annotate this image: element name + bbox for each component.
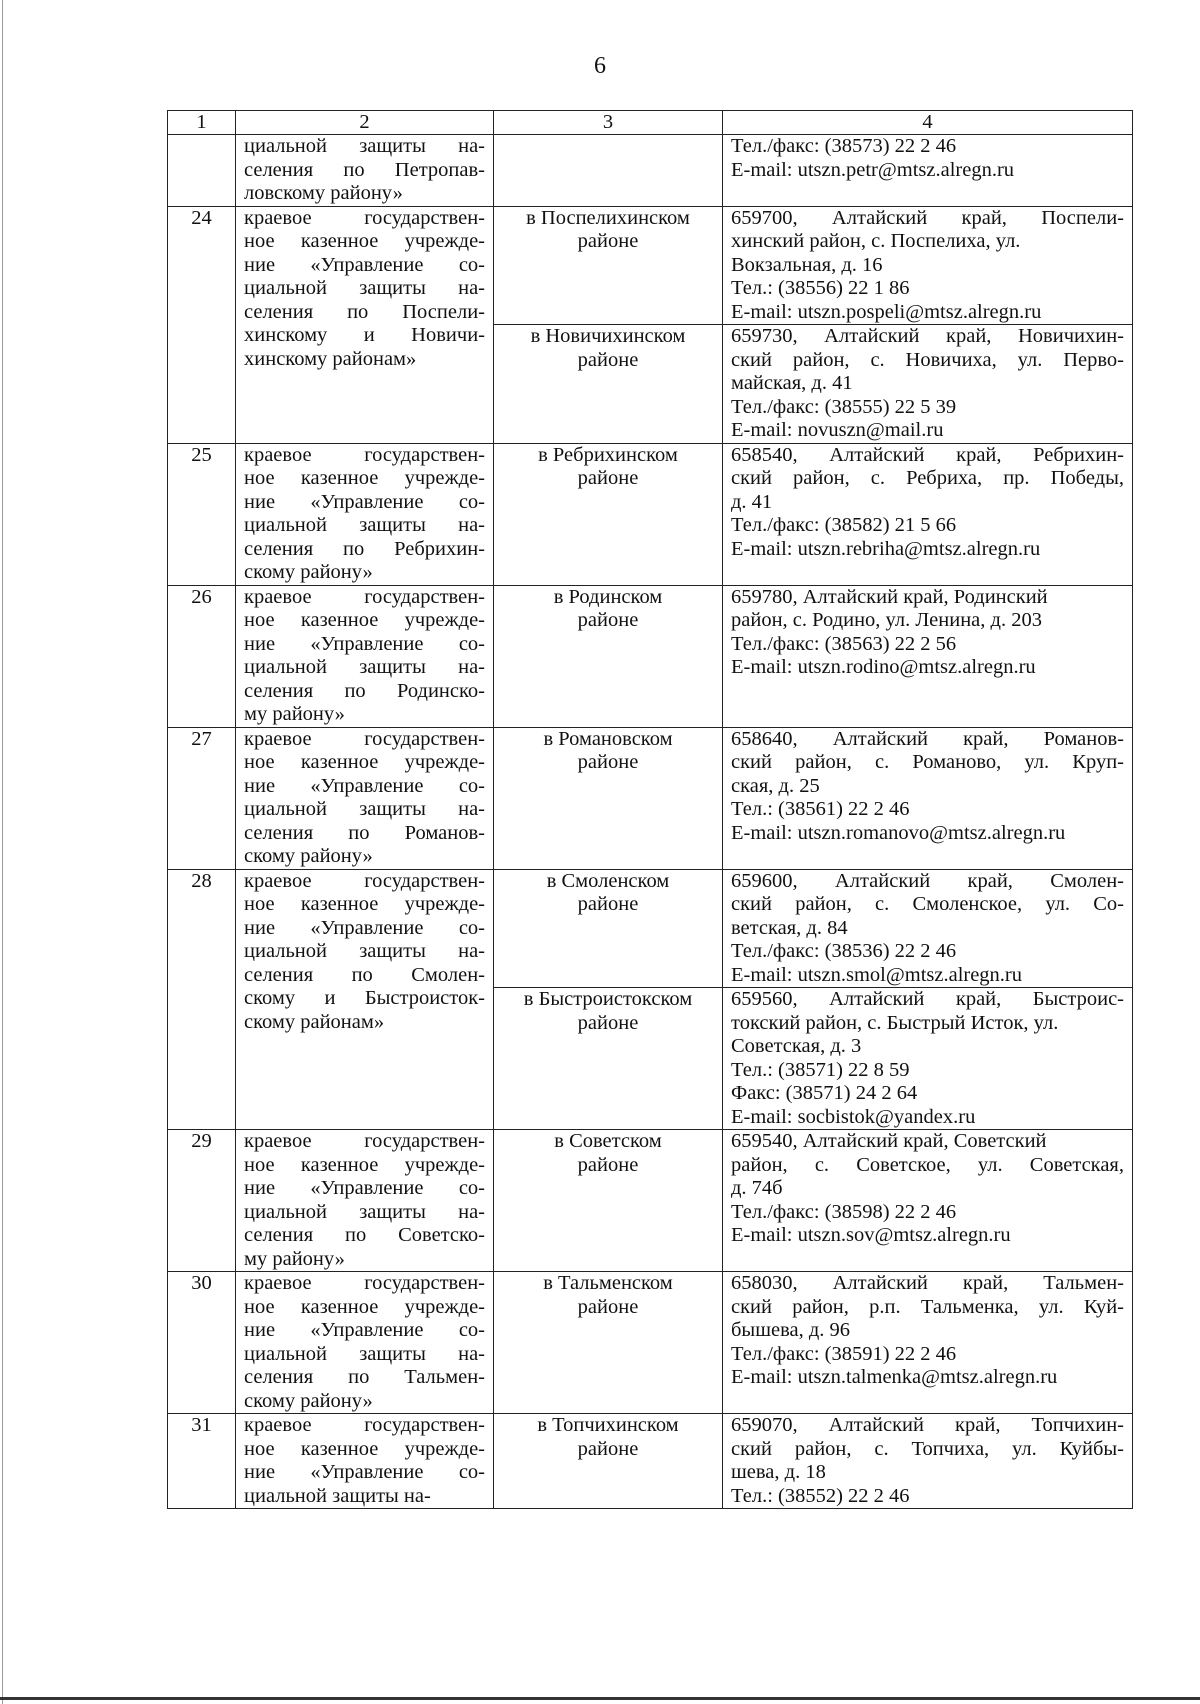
address-line: ский район, с. Смоленское, ул. Со- [731,893,1124,915]
address-line: район, с. Родино, ул. Ленина, д. 203 [731,609,1042,631]
institution-name-line: ное казенное учрежде- [244,1437,485,1460]
department-name-line [502,159,714,183]
institution-name-line: скому району» [244,1389,373,1412]
row-number: 25 [168,443,236,585]
institution-name-line: ние «Управление со- [244,632,485,655]
department-name-line: районе [577,348,639,371]
row-number: 30 [168,1272,236,1414]
address-line: 659780, Алтайский край, Родинский [731,585,1048,608]
institution-name-line: хинскому и Новичи- [244,324,485,346]
table-row [168,727,1133,869]
institution-name-line: циальной защиты на- [244,1484,431,1507]
table-body [168,135,1133,1509]
email-line: E-mail: novuszn@mail.ru [731,419,944,441]
institution-name-line: циальной защиты на- [244,940,485,962]
institution-name-line: ние «Управление со- [244,1177,485,1199]
institution-name-line: ное казенное учрежде- [244,609,485,631]
department-name-line: в Быстроистокском [523,988,693,1010]
department-name-line: в Тальменском [543,1272,673,1294]
institution-name-line: ное казенное учрежде- [244,230,485,252]
department-name [494,1130,723,1272]
institution-name [236,206,494,443]
row-number: 29 [168,1130,236,1272]
institution-name [236,727,494,869]
institution-name-line: ное казенное учрежде- [244,893,485,915]
address-line: район, с. Советское, ул. Советская, [731,1153,1124,1176]
institution-name-line: скому району» [244,845,373,867]
table-row [168,1414,1133,1509]
address-line: 659600, Алтайский край, Смолен- [731,869,1124,892]
department-name-line: в Романовском [543,727,673,750]
department-name-line: районе [577,1011,639,1034]
department-name [494,585,723,727]
address-line: д. 41 [731,490,773,513]
institution-name-line: му району» [244,1247,345,1270]
address-line: Советская, д. 3 [731,1035,862,1057]
phone-line: Тел.: (38556) 22 1 86 [731,277,910,299]
column-header-1: 1 [168,111,236,135]
phone-line: Тел.: (38571) 22 8 59 [731,1058,910,1081]
institution-name-line: ние «Управление со- [244,916,485,939]
institution-name [236,443,494,585]
scan-edge-line [2,0,3,1704]
table-row [168,1272,1133,1414]
institution-name-line: краевое государствен- [244,585,485,608]
institution-name [236,585,494,727]
phone-line: Тел./факс: (38598) 22 2 46 [731,1200,957,1223]
phone-line: Тел.: (38561) 22 2 46 [731,798,910,820]
address-line: Вокзальная, д. 16 [731,253,883,276]
column-number-row [168,111,1133,135]
scan-bottom-edge [0,1697,1200,1700]
department-name [494,727,723,869]
department-name-line: районе [577,467,639,489]
department-name-line: районе [577,893,639,915]
institution-name-line: циальной защиты на- [244,135,485,157]
institutions-table [167,110,1133,1509]
address-line: хинский район, с. Поспелиха, ул. [731,230,1021,252]
institution-name [236,869,494,1130]
email-line: E-mail: utszn.romanovo@mtsz.alregn.ru [731,821,1066,844]
institution-name-line: скому и Быстроисток- [244,987,485,1009]
institution-name-line: му району» [244,703,345,725]
institution-name-line: краевое государствен- [244,869,485,892]
contact-details [723,727,1133,869]
address-line: ский район, р.п. Тальменка, ул. Куй- [731,1295,1124,1318]
institution-name-line: селения по Смолен- [244,963,485,986]
institution-name-line: ние «Управление со- [244,1461,485,1483]
contact-details [723,1272,1133,1414]
institution-name-line: циальной защиты на- [244,1200,485,1223]
contact-details [723,585,1133,727]
department-name-line: районе [577,1295,639,1318]
address-line: 658540, Алтайский край, Ребрихин- [731,443,1124,466]
address-line: ская, д. 25 [731,774,820,797]
email-line: E-mail: utszn.sov@mtsz.alregn.ru [731,1224,1011,1246]
phone-line: Тел.: (38552) 22 2 46 [731,1484,910,1507]
contact-details [723,1130,1133,1272]
address-line: ветская, д. 84 [731,916,848,939]
institution-name-line: селения по Родинско- [244,679,485,702]
institution-name-line: скому району» [244,561,373,583]
phone-line: Тел./факс: (38536) 22 2 46 [731,940,957,962]
phone-line: Тел./факс: (38582) 21 5 66 [731,514,957,536]
institution-name-line: селения по Романов- [244,821,485,844]
institution-name-line: ное казенное учрежде- [244,1295,485,1318]
department-name-line: районе [577,1153,639,1176]
institution-name-line: ное казенное учрежде- [244,467,485,489]
institution-name-line: селения по Ребрихин- [244,537,485,560]
department-name-line: в Поспелихинском [526,206,690,229]
department-name [494,1272,723,1414]
phone-line: Тел./факс: (38555) 22 5 39 [731,395,957,418]
column-header-4: 4 [723,111,1133,135]
department-name-line: районе [577,751,639,773]
institution-name-line: циальной защиты на- [244,798,485,820]
institution-name-line: ние «Управление со- [244,253,485,276]
department-name-line: в Топчихинском [537,1414,679,1436]
institution-name-line: ние «Управление со- [244,490,485,513]
institution-name-line: циальной защиты на- [244,656,485,678]
contact-details [723,988,1133,1130]
institution-name-line: ное казенное учрежде- [244,1153,485,1176]
department-name [494,325,723,444]
institution-name-line: краевое государствен- [244,1414,485,1436]
department-name-line: в Новичихинском [530,325,686,347]
column-header-3: 3 [494,111,723,135]
address-line: бышева, д. 96 [731,1319,851,1341]
institution-name-line: краевое государствен- [244,206,485,229]
email-line: E-mail: utszn.pospeli@mtsz.alregn.ru [731,300,1042,323]
institution-name-line: скому районам» [244,1010,385,1033]
department-name-line: в Смоленском [546,869,670,892]
address-line: шева, д. 18 [731,1461,826,1483]
department-name [494,206,723,325]
email-line: E-mail: utszn.petr@mtsz.alregn.ru [731,158,1015,181]
department-name-line: районе [577,1437,639,1460]
address-line: токский район, с. Быстрый Исток, ул. [731,1011,1059,1034]
row-number: 24 [168,206,236,443]
institution-name-line: краевое государствен- [244,443,485,466]
contact-details [723,443,1133,585]
address-line: 659070, Алтайский край, Топчихин- [731,1414,1124,1436]
table-row [168,443,1133,585]
institution-name-line: селения по Тальмен- [244,1366,485,1388]
table-row [168,585,1133,727]
institution-name-line: циальной защиты на- [244,1342,485,1365]
institution-name-line: циальной защиты на- [244,277,485,299]
email-line: E-mail: socbistok@yandex.ru [731,1105,976,1128]
department-name [494,135,723,207]
department-name [494,1414,723,1509]
contact-details [723,206,1133,325]
phone-line: Факс: (38571) 24 2 64 [731,1082,918,1104]
phone-line: Тел./факс: (38573) 22 2 46 [731,135,957,157]
email-line: E-mail: utszn.smol@mtsz.alregn.ru [731,963,1023,986]
department-name [494,443,723,585]
page-number: 6 [594,53,606,79]
row-number: 26 [168,585,236,727]
table-row [168,135,1133,207]
row-number: 28 [168,869,236,1130]
institution-name-line: селения по Советско- [244,1224,485,1246]
contact-details [723,1414,1133,1509]
institution-name [236,1414,494,1509]
table-row [168,869,1133,988]
institution-name-line: циальной защиты на- [244,514,485,536]
department-name-line [502,135,714,159]
row-number: 31 [168,1414,236,1509]
address-line: 659700, Алтайский край, Поспели- [731,206,1124,229]
address-line: ский район, с. Топчиха, ул. Куйбы- [731,1437,1124,1460]
email-line: E-mail: utszn.rebriha@mtsz.alregn.ru [731,537,1041,560]
address-line: ский район, с. Романово, ул. Круп- [731,751,1124,773]
department-name-line: в Родинском [553,585,663,608]
institution-name-line: краевое государствен- [244,727,485,750]
department-name [494,988,723,1130]
contact-details [723,325,1133,444]
institution-name [236,135,494,207]
department-name-line: в Советском [554,1130,662,1152]
institution-name-line: селения по Петропав- [244,158,485,181]
contact-details [723,869,1133,988]
institution-name-line: ние «Управление со- [244,1319,485,1341]
institution-name [236,1130,494,1272]
institution-name-line: ное казенное учрежде- [244,751,485,773]
address-line: ский район, с. Ребриха, пр. Победы, [731,467,1124,489]
address-line: 658030, Алтайский край, Тальмен- [731,1272,1124,1294]
institution-name-line: ние «Управление со- [244,774,485,797]
institution-name-line: селения по Поспели- [244,300,485,323]
address-line: 659560, Алтайский край, Быстроис- [731,988,1124,1010]
phone-line: Тел./факс: (38591) 22 2 46 [731,1342,957,1365]
email-line: E-mail: utszn.talmenka@mtsz.alregn.ru [731,1366,1058,1388]
department-name [494,869,723,988]
phone-line: Тел./факс: (38563) 22 2 56 [731,632,957,655]
address-line: 659730, Алтайский край, Новичихин- [731,325,1124,347]
address-line: 659540, Алтайский край, Советский [731,1130,1047,1152]
institution-name-line: ловскому району» [244,182,403,204]
email-line: E-mail: utszn.rodino@mtsz.alregn.ru [731,656,1036,678]
table-row [168,1130,1133,1272]
institution-name-line: хинскому районам» [244,347,417,370]
column-header-2: 2 [236,111,494,135]
row-number: 27 [168,727,236,869]
institution-name [236,1272,494,1414]
contact-details [723,135,1133,207]
institution-name-line: краевое государствен- [244,1272,485,1294]
department-name-line: районе [577,230,639,252]
table-row [168,206,1133,325]
row-number [168,135,236,207]
address-line: 658640, Алтайский край, Романов- [731,727,1124,750]
department-name-line: в Ребрихинском [538,443,678,466]
address-line: ский район, с. Новичиха, ул. Перво- [731,348,1124,371]
address-line: майская, д. 41 [731,372,853,394]
address-line: д. 74б [731,1177,783,1199]
department-name-line: районе [577,609,639,631]
institution-name-line: краевое государствен- [244,1130,485,1152]
